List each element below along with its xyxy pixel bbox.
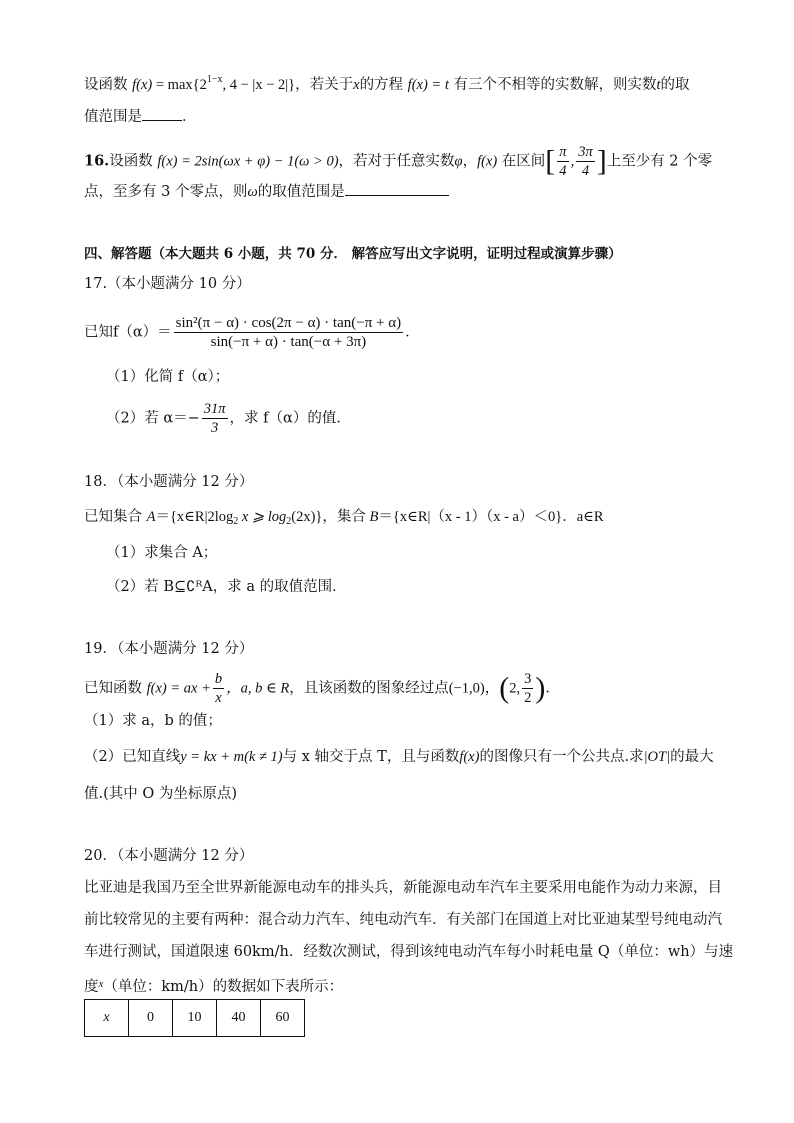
q16-line-2: 点，至多有 3 个零点，则ω的取值范围是 (84, 181, 449, 203)
q17-part-2: （2）若 α＝− $\frac{31\pi}{3}$ ，求 f（α）的值． (106, 401, 351, 436)
q19-statement: 已知函数 f(x) = ax + $\frac{b}{x}$ ，a, b ∈ R，且该函数的图象经过点(−1,0)，(2, $\frac{3}{2}$ )． (84, 671, 560, 706)
table-cell: 60 (261, 1000, 305, 1037)
q20-line-4: 度$^x$（单位：km/h）的数据如下表所示： (84, 978, 344, 995)
fraction: $\frac{31\pi}{3}$ (203, 401, 226, 436)
section-heading: 四、解答题（本大题共 6 小题，共 70 分． 解答应写出文字说明，证明过程或演算步骤） (84, 246, 622, 262)
table-cell: 0 (129, 1000, 173, 1037)
fraction: $\frac{b}{x}$ (214, 671, 223, 706)
fraction: $\frac{3}{2}$ (524, 671, 532, 706)
q17-formula: 已知f（α）＝ $\frac{\text{sin²(π − α) · cos(2π − α) · tan(−π + α)}}{\sin(-\pi + \alpha) \cdot \tan(-\alpha + 3\pi)}$ ． (84, 315, 420, 350)
q20-heading: 20．（本小题满分 12 分） (84, 848, 254, 864)
q20-line-2: 前比较常见的主要有两种：混合动力汽车、纯电动汽车．有关部门在国道上对比亚迪某型号纯电动汽 (84, 912, 722, 928)
table-header-cell: x (85, 1000, 129, 1037)
q19-part-1: （1）求 a，b 的值； (84, 713, 222, 729)
fraction: $\frac{\pi}{4}$ (559, 144, 567, 179)
question-number: 16. (84, 152, 110, 170)
q20-line-3: 车进行测试，国道限速 60km/h．经数次测试，得到该纯电动汽车每小时耗电量 Q（单位：wh）与速 (84, 944, 734, 960)
q15-line-2: 值范围是 ． (84, 106, 197, 128)
q18-part-2: （2）若 B⊆∁ᴿA，求 a 的取值范围． (106, 579, 347, 595)
fraction: $\frac{3\pi}{4}$ (578, 144, 593, 179)
table-cell: 10 (173, 1000, 217, 1037)
q18-heading: 18．（本小题满分 12 分） (84, 474, 254, 490)
q19-part-2-cont: 值.(其中 O 为坐标原点) (84, 786, 238, 802)
data-table (84, 999, 305, 1037)
q18-statement: 已知集合 $A=\{x\in R|2\log_2$ x ⩾ $\log_2(2x)$}，集合 B＝{x∈R|（x - 1）（x - a）＜0}．a∈R (84, 509, 604, 527)
answer-blank (142, 106, 182, 121)
fraction: $\frac{\text{sin²(π − α) · cos(2π − α) · tan(−π + α)}}{\sin(-\pi + \alpha) \cdot \tan(-\alpha + 3\pi)}$ (175, 315, 402, 350)
table-cell: 40 (217, 1000, 261, 1037)
q19-heading: 19．（本小题满分 12 分） (84, 641, 254, 657)
q15-function: f(x) (132, 77, 153, 93)
q20-line-1: 比亚迪是我国乃至全世界新能源电动车的排头兵，新能源电动车汽车主要采用电能作为动力来源，目 (84, 880, 722, 896)
q15-line-1: 设函数 $f(x) = \max\{2^{1-x}$, 4 − |x − 2|}，若关于x的方程 f(x) = t 有三个不相等的实数解，则实数t的取 (84, 74, 690, 93)
q17-heading: 17.（本小题满分 10 分） (84, 276, 251, 292)
table-row (85, 1000, 305, 1037)
q18-part-1: （1）求集合 A； (106, 545, 218, 561)
q19-part-2: （2）已知直线y = kx + m(k ≠ 1)与 x 轴交于点 T，且与函数f(x)的图像只有一个公共点.求|OT|的最大 (84, 749, 714, 765)
q16-line-1: 16.设函数 f(x) = 2sin(ωx + φ) − 1(ω > 0)，若对于任意实数φ，f(x) 在区间[ $\frac{\pi}{4}$ , $\frac{3\pi}{4}$ ]上至少有 2 个零 (84, 144, 713, 179)
answer-blank (345, 181, 449, 196)
q17-part-1: （1）化简 f（α）； (106, 369, 230, 385)
